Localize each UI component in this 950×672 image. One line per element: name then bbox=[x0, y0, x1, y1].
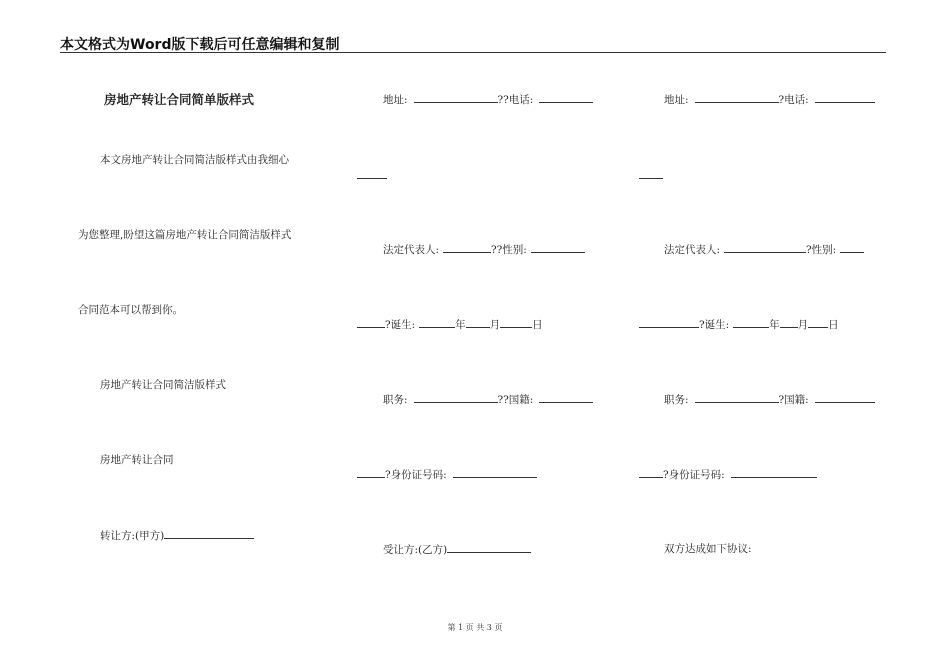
id-label: ?身份证号码: bbox=[385, 469, 447, 481]
sub-title: 房地产转让合同简洁版样式 bbox=[100, 379, 226, 391]
document-header: 本文格式为Word版下载后可任意编辑和复制 bbox=[60, 37, 340, 53]
birth-month-blank bbox=[780, 317, 798, 328]
intro-line-2: 为您整理,盼望这篇房地产转让合同简洁版样式 bbox=[78, 229, 292, 241]
nationality-blank bbox=[539, 392, 593, 403]
page-footer: 第 1 页 共 3 页 bbox=[447, 623, 503, 632]
address-blank bbox=[414, 92, 498, 103]
phone-label: ??电话: bbox=[497, 94, 534, 106]
month-label: 月 bbox=[797, 319, 809, 331]
contract-title: 房地产转让合同 bbox=[100, 454, 174, 466]
phone-blank bbox=[539, 92, 593, 103]
address-continuation bbox=[639, 168, 663, 183]
id-prefix-blank bbox=[639, 467, 663, 478]
party-b-id-line bbox=[639, 467, 817, 482]
nationality-label: ??国籍: bbox=[497, 394, 534, 406]
transferor-blank bbox=[164, 528, 254, 539]
party-a-position-line bbox=[383, 392, 593, 407]
day-label: 日 bbox=[532, 319, 543, 331]
birth-day-blank bbox=[808, 317, 828, 328]
id-label: ?身份证号码: bbox=[663, 469, 725, 481]
party-b-legal-rep-line bbox=[664, 242, 864, 257]
gender-label: ??性别: bbox=[491, 244, 527, 256]
party-b-position-line bbox=[664, 392, 875, 407]
legal-rep-label: 法定代表人: bbox=[383, 244, 440, 256]
position-label: 职务: bbox=[664, 394, 689, 406]
month-label: 月 bbox=[489, 319, 501, 331]
birth-day-blank bbox=[500, 317, 532, 328]
legal-rep-blank bbox=[724, 242, 806, 253]
transferee-line bbox=[383, 542, 531, 557]
party-a-id-line bbox=[357, 467, 537, 482]
day-label: 日 bbox=[828, 319, 839, 331]
address-continuation-blank bbox=[639, 168, 663, 179]
gender-blank bbox=[531, 242, 585, 253]
gender-label: ?性别: bbox=[806, 244, 837, 256]
transferee-label: 受让方:(乙方) bbox=[383, 544, 448, 556]
nationality-blank bbox=[815, 392, 875, 403]
nationality-label: ?国籍: bbox=[778, 394, 809, 406]
agreement-line: 双方达成如下协议: bbox=[664, 543, 752, 555]
party-b-birth-line bbox=[639, 317, 839, 332]
id-blank bbox=[453, 467, 537, 478]
year-label: 年 bbox=[455, 319, 466, 331]
transferor-line bbox=[100, 528, 254, 543]
birth-month-blank bbox=[466, 317, 490, 328]
legal-rep-label: 法定代表人: bbox=[664, 244, 721, 256]
address-continuation-blank bbox=[357, 168, 387, 179]
id-prefix-blank bbox=[357, 467, 385, 478]
party-a-legal-rep-line bbox=[383, 242, 585, 257]
header-divider bbox=[60, 52, 886, 53]
birth-label: ?诞生: bbox=[699, 319, 730, 331]
transferee-blank bbox=[447, 542, 531, 553]
birth-year-blank bbox=[733, 317, 769, 328]
address-label: 地址: bbox=[664, 94, 689, 106]
legal-rep-blank bbox=[443, 242, 491, 253]
phone-blank bbox=[815, 92, 875, 103]
year-label: 年 bbox=[769, 319, 780, 331]
gender-blank bbox=[840, 242, 864, 253]
transferor-label: 转让方:(甲方) bbox=[100, 530, 165, 542]
position-blank bbox=[695, 392, 779, 403]
party-b-address-line bbox=[664, 92, 875, 107]
position-blank bbox=[414, 392, 498, 403]
birth-prefix-blank bbox=[639, 317, 699, 328]
party-a-birth-line bbox=[357, 317, 543, 332]
document-title: 房地产转让合同简单版样式 bbox=[104, 92, 255, 107]
position-label: 职务: bbox=[383, 394, 408, 406]
intro-line-1: 本文房地产转让合同简洁版样式由我细心 bbox=[100, 154, 289, 166]
address-continuation bbox=[357, 168, 387, 183]
phone-label: ?电话: bbox=[778, 94, 809, 106]
intro-line-3: 合同范本可以帮到你。 bbox=[78, 304, 183, 316]
birth-label: ?诞生: bbox=[385, 319, 416, 331]
address-label: 地址: bbox=[383, 94, 408, 106]
id-blank bbox=[731, 467, 817, 478]
party-a-address-line bbox=[383, 92, 593, 107]
birth-prefix-blank bbox=[357, 317, 385, 328]
address-blank bbox=[695, 92, 779, 103]
birth-year-blank bbox=[419, 317, 455, 328]
